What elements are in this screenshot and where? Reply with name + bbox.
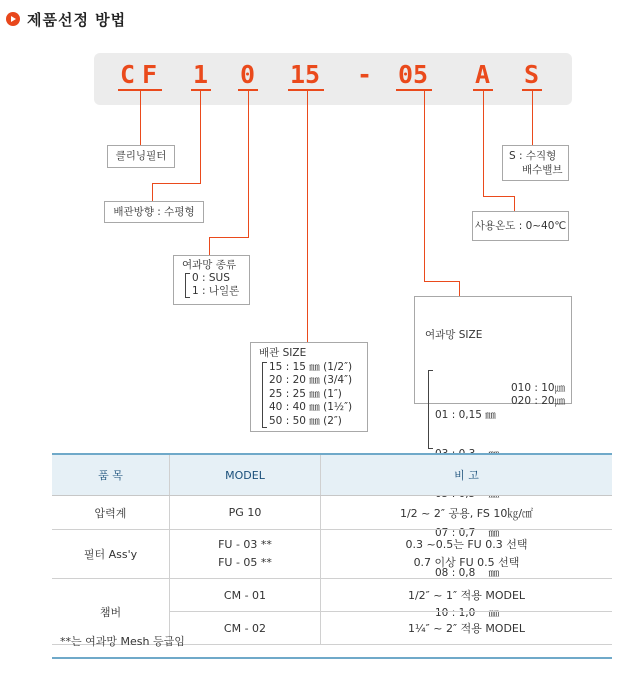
leader-0-h — [209, 237, 249, 238]
box-pipe-size — [250, 342, 368, 432]
cell-model: CM - 01 — [170, 579, 321, 612]
underline-1 — [191, 89, 211, 91]
cell-model: CM - 02 — [170, 612, 321, 645]
mesh-size-item: 01 : 0,15 ㎜ — [435, 408, 496, 421]
cell-note: 1/2″ ~ 1″ 적용 MODEL — [321, 579, 613, 612]
label-cleaning-filter: 클리닝필터 — [107, 145, 175, 168]
code-05: 05 — [398, 60, 429, 89]
underline-15 — [288, 89, 324, 91]
pipe-size-item: 40 : 40 ㎜ (1½″) — [269, 401, 353, 413]
leader-cf — [140, 90, 141, 146]
model-line: FU - 05 ** — [218, 556, 272, 569]
leader-1-v — [200, 90, 201, 184]
code-1: 1 — [193, 60, 209, 89]
leader-1-drop — [152, 183, 153, 201]
leader-1-h — [152, 183, 201, 184]
filter-type-item: 0 : SUS — [192, 272, 230, 284]
code-s: S — [524, 60, 540, 89]
mesh-size-item: 08 : 0,8 ㎜ — [435, 567, 500, 580]
cell-item: 필터 Ass'y — [52, 530, 170, 579]
table-bottom-rule — [52, 657, 612, 659]
page-title: 제품선정 방법 — [27, 11, 127, 29]
accessory-table — [52, 453, 612, 645]
cell-note — [321, 530, 613, 579]
table-row — [52, 530, 612, 579]
leader-15 — [307, 90, 308, 342]
box-drain-valve — [502, 145, 569, 181]
valve-type: S : 수직형 — [509, 150, 557, 162]
cell-item: 챔버 — [52, 579, 170, 645]
mesh-size-title: 여과망 SIZE — [425, 329, 483, 342]
note-line: 0.7 이상 FU 0.5 선택 — [413, 556, 520, 569]
table-row — [52, 579, 612, 612]
header-model: MODEL — [170, 454, 321, 496]
cell-item: 압력계 — [52, 496, 170, 530]
filter-type-item: 1 : 나일론 — [192, 285, 240, 297]
header-remarks: 비 고 — [321, 454, 613, 496]
box-filter-type — [173, 255, 250, 305]
pipe-size-title: 배관 SIZE — [259, 347, 307, 359]
filter-type-title: 여과망 종류 — [182, 259, 237, 271]
bracket — [262, 362, 267, 428]
mesh-size-item: 07 : 0,7 ㎜ — [435, 527, 500, 540]
pipe-size-item: 20 : 20 ㎜ (3/4″) — [269, 374, 353, 386]
code-dash: - — [357, 60, 373, 89]
header-item: 품 목 — [52, 454, 170, 496]
code-15: 15 — [290, 60, 321, 89]
pipe-size-item: 25 : 25 ㎜ (1″) — [269, 387, 342, 400]
leader-0-v — [248, 90, 249, 238]
code-bar — [94, 53, 572, 105]
code-c: C — [120, 60, 136, 89]
pipe-size-item: 15 : 15 ㎜ (1/2″) — [269, 360, 353, 373]
leader-a-v — [483, 90, 484, 197]
code-f: F — [142, 60, 158, 89]
cell-model: PG 10 — [170, 496, 321, 530]
leader-05-h — [424, 281, 460, 282]
leader-s — [532, 90, 533, 145]
leader-a-drop — [514, 196, 515, 211]
pipe-size-item: 50 : 50 ㎜ (2″) — [269, 414, 342, 427]
leader-a-h — [483, 196, 515, 197]
arrow-circle-icon — [6, 12, 20, 26]
cell-note: 1/2 ~ 2″ 공용, FS 10㎏/㎠ — [321, 496, 613, 530]
code-a: A — [475, 60, 491, 89]
code-0: 0 — [240, 60, 256, 89]
label-piping-direction: 배관방향 : 수평형 — [104, 201, 204, 223]
underline-05 — [396, 89, 432, 91]
model-line: FU - 03 ** — [218, 538, 272, 551]
table-row — [52, 496, 612, 530]
mesh-size-micron: 020 : 20㎛ — [511, 395, 566, 408]
mesh-size-micron: 010 : 10㎛ — [511, 382, 566, 395]
cell-model — [170, 530, 321, 579]
leader-05-v — [424, 90, 425, 282]
bracket — [185, 273, 190, 298]
label-operating-temp: 사용온도 : 0~40℃ — [472, 211, 569, 241]
mesh-size-item: 10 : 1,0 ㎜ — [435, 606, 500, 619]
valve-desc: 배수밸브 — [522, 164, 563, 176]
note-line: 0.3 ~0.5는 FU 0.3 선택 — [405, 538, 528, 551]
leader-05-drop — [459, 281, 460, 296]
bracket — [428, 370, 433, 449]
table-footnote: **는 여과망 Mesh 등급임 — [60, 635, 185, 648]
leader-0-drop — [209, 237, 210, 255]
cell-note: 1¼″ ~ 2″ 적용 MODEL — [321, 612, 613, 645]
